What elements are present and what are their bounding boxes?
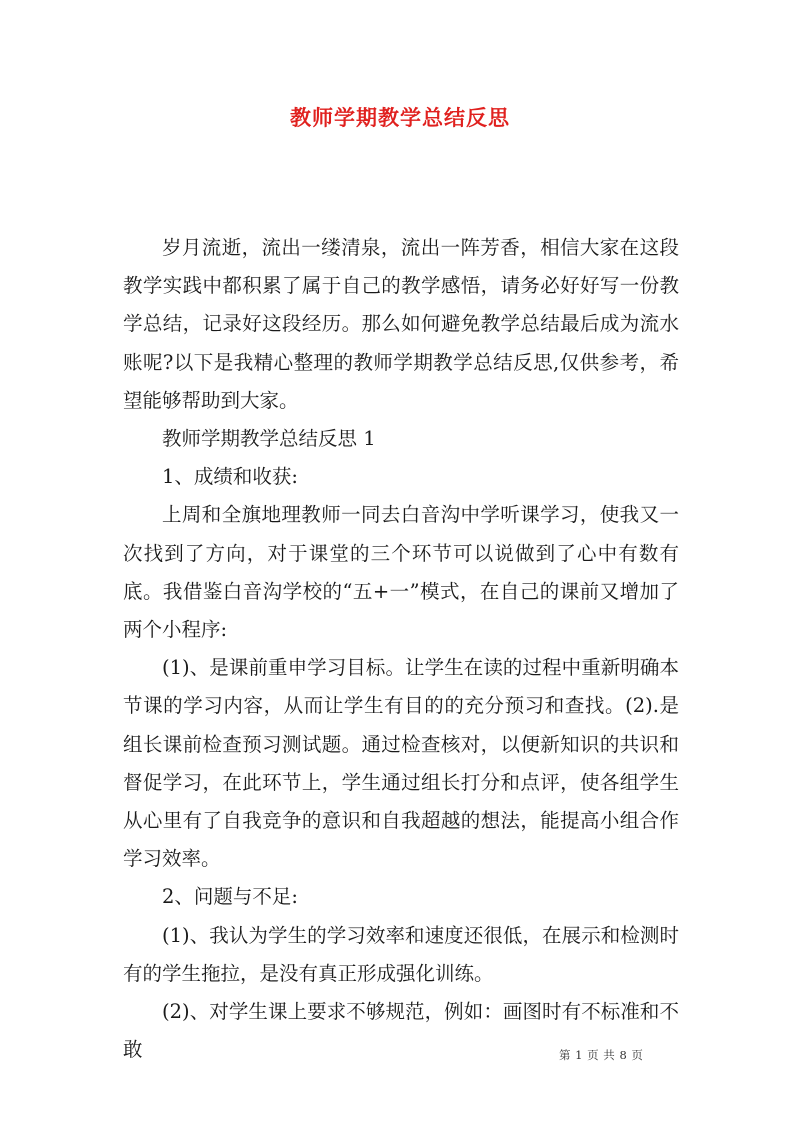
subheading-problems: 2、问题与不足: — [162, 885, 298, 909]
body-paragraph: (1)、是课前重申学习目标。让学生在读的过程中重新明确本节课的学习内容，从而让学生有目的的充分预习和查找。(2).是组长课前检查预习测试题。通过检查核对，以便新知识的共识和督促学习，在此环节上，学生通过组长打分和点评，使各组学生从心里有了自我竞争的意识和自我超越的想法，能提高小组合作学习效率。 — [123, 656, 679, 871]
document-body — [123, 229, 679, 1069]
intro-paragraph: 岁月流逝，流出一缕清泉，流出一阵芳香，相信大家在这段教学实践中都积累了属于自己的教学感悟，请务必好好写一份教学总结，记录好这段经历。那么如何避免教学总结最后成为流水账呢?以下是我精心整理的教师学期教学总结反思,仅供参考，希望能够帮助到大家。 — [123, 236, 679, 412]
page-number-footer: 第 1 页 共 8 页 — [559, 1048, 644, 1062]
body-paragraph: (2)、对学生课上要求不够规范，例如：画图时有不标准和不敢 — [123, 1000, 679, 1062]
subheading-achievements: 1、成绩和收获: — [162, 465, 298, 489]
document-title: 教师学期教学总结反思 — [290, 105, 510, 130]
body-paragraph: (1)、我认为学生的学习效率和速度还很低，在展示和检测时有的学生拖拉，是没有真正形成强化训练。 — [123, 923, 679, 985]
body-paragraph: 上周和全旗地理教师一同去白音沟中学听课学习，使我又一次找到了方向，对于课堂的三个环节可以说做到了心中有数有底。我借鉴白音沟学校的“五+一”模式，在自己的课前又增加了两个小程序: — [123, 503, 679, 642]
section-heading: 教师学期教学总结反思 1 — [162, 427, 376, 451]
